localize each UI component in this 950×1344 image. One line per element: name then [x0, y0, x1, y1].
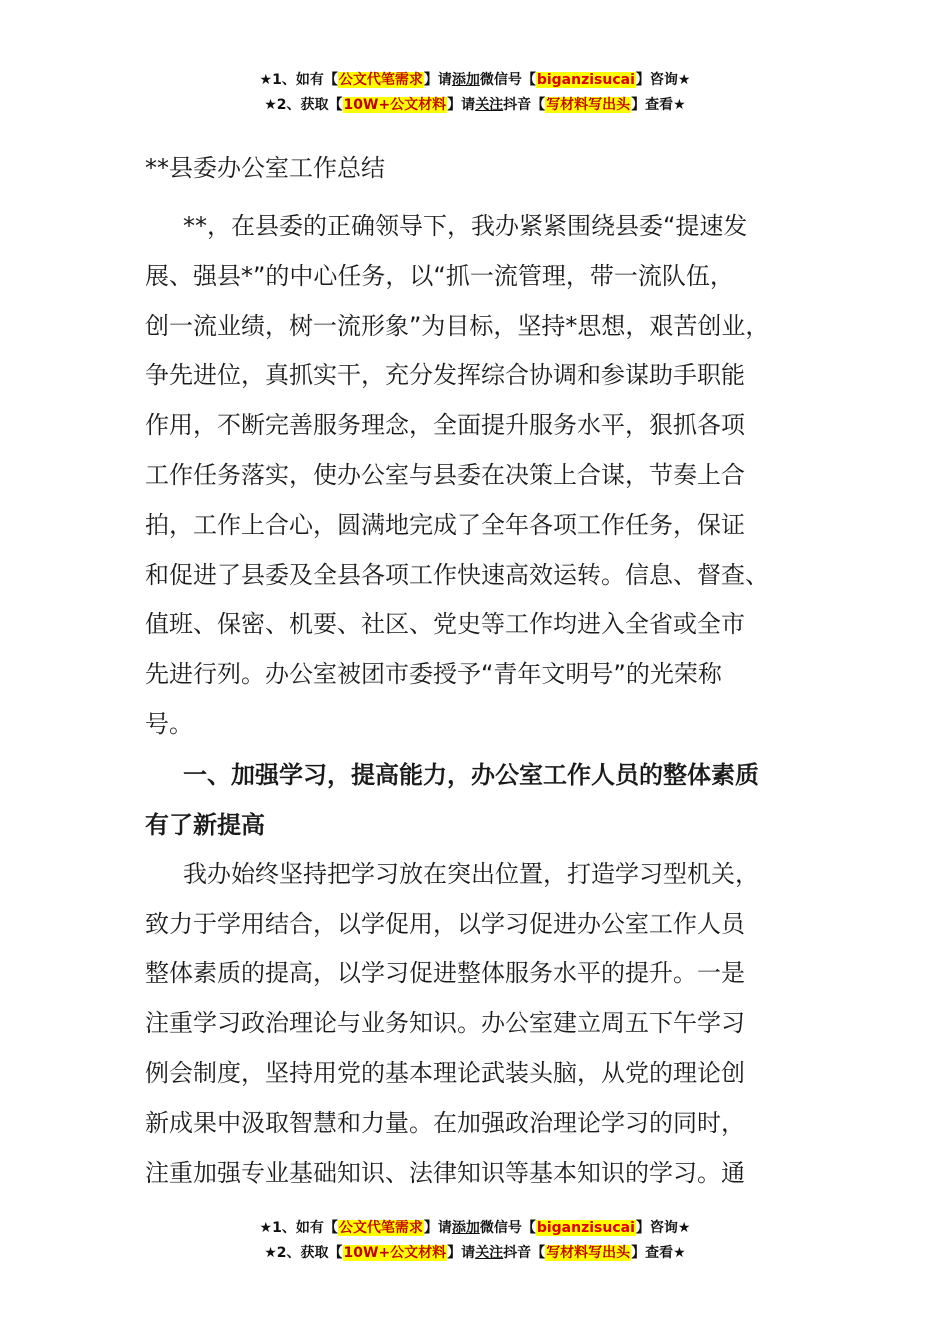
banner-text: ★2、获取【: [264, 97, 343, 113]
paragraph-line: 号。: [145, 709, 193, 738]
section-1-paragraph: [145, 850, 825, 1199]
paragraph-line: 作用，不断完善服务理念，全面提升服务水平，狠抓各项: [145, 411, 745, 440]
banner-wechat-id: biganzisucai: [536, 72, 635, 88]
banner-text: ★1、如有【: [259, 72, 338, 88]
banner-highlight: 公文代笔需求: [338, 1220, 423, 1236]
banner-douyin-id: 写材料写出头: [546, 97, 631, 113]
paragraph-line: 先进行列。办公室被团市委授予“青年文明号”的光荣称: [145, 660, 722, 689]
document-title: **县委办公室工作总结: [145, 154, 385, 182]
banner-line-1: [0, 1216, 950, 1241]
paragraph-line: 争先进位，真抓实干，充分发挥综合协调和参谋助手职能: [145, 361, 745, 390]
banner-text: 微信号【: [479, 72, 536, 88]
banner-line-2: [0, 93, 950, 118]
banner-text: 】请: [447, 97, 476, 113]
banner-text: 抖音【: [503, 1245, 546, 1261]
section-heading-1: [145, 750, 825, 850]
header-banner: [0, 68, 950, 118]
banner-douyin-id: 写材料写出头: [546, 1245, 631, 1261]
paragraph-line: 注重学习政治理论与业务知识。办公室建立周五下午学习: [145, 1009, 745, 1038]
document-body: [145, 148, 825, 1198]
paragraph-line: 和促进了县委及全县各项工作快速高效运转。信息、督查、: [145, 560, 769, 589]
paragraph-line: 致力于学用结合，以学促用，以学习促进办公室工作人员: [145, 909, 745, 938]
footer-banner: [0, 1216, 950, 1266]
paragraph-line: 创一流业绩，树一流形象”为目标，坚持*思想，艰苦创业，: [145, 311, 770, 340]
banner-text: 】查看★: [631, 1245, 686, 1261]
paragraph-line: 例会制度，坚持用党的基本理论武装头脑，从党的理论创: [145, 1058, 745, 1087]
banner-text: 】请: [423, 1220, 452, 1236]
banner-highlight: 公文代笔需求: [338, 72, 423, 88]
banner-line-1: [0, 68, 950, 93]
banner-text: 】请: [423, 72, 452, 88]
banner-text: 抖音【: [503, 97, 546, 113]
banner-line-2: [0, 1241, 950, 1266]
paragraph-line: **，在县委的正确领导下，我办紧紧围绕县委“提速发: [183, 212, 748, 240]
paragraph-line: 整体素质的提高，以学习促进整体服务水平的提升。一是: [145, 959, 745, 988]
banner-underlined-text: 添加: [451, 72, 480, 88]
banner-text: 微信号【: [479, 1220, 536, 1236]
banner-underlined-text: 添加: [451, 1220, 480, 1236]
banner-underlined-text: 关注: [475, 1245, 504, 1261]
paragraph-line: 拍，工作上合心，圆满地完成了全年各项工作任务，保证: [145, 510, 745, 539]
heading-line: 一、加强学习，提高能力，办公室工作人员的整体素质: [183, 760, 759, 789]
intro-paragraph: [145, 202, 825, 750]
paragraph-line: 注重加强专业基础知识、法律知识等基本知识的学习。通: [145, 1158, 745, 1187]
paragraph-line: 工作任务落实，使办公室与县委在决策上合谋，节奏上合: [145, 460, 745, 489]
banner-text: ★2、获取【: [264, 1245, 343, 1261]
banner-text: 】咨询★: [635, 1220, 691, 1236]
paragraph-line: 展、强县*”的中心任务，以“抓一流管理，带一流队伍，: [145, 261, 734, 290]
banner-text: 】查看★: [631, 97, 686, 113]
paragraph-line: 我办始终坚持把学习放在突出位置，打造学习型机关，: [183, 859, 759, 888]
banner-wechat-id: biganzisucai: [536, 1220, 635, 1236]
banner-text: ★1、如有【: [259, 1220, 338, 1236]
banner-highlight: 10W+公文材料: [343, 1245, 447, 1261]
banner-text: 】咨询★: [635, 72, 691, 88]
banner-highlight: 10W+公文材料: [343, 97, 447, 113]
banner-text: 】请: [447, 1245, 476, 1261]
paragraph-line: 新成果中汲取智慧和力量。在加强政治理论学习的同时，: [145, 1108, 745, 1137]
banner-underlined-text: 关注: [475, 97, 504, 113]
paragraph-line: 值班、保密、机要、社区、党史等工作均进入全省或全市: [145, 610, 745, 639]
heading-line: 有了新提高: [145, 810, 265, 839]
